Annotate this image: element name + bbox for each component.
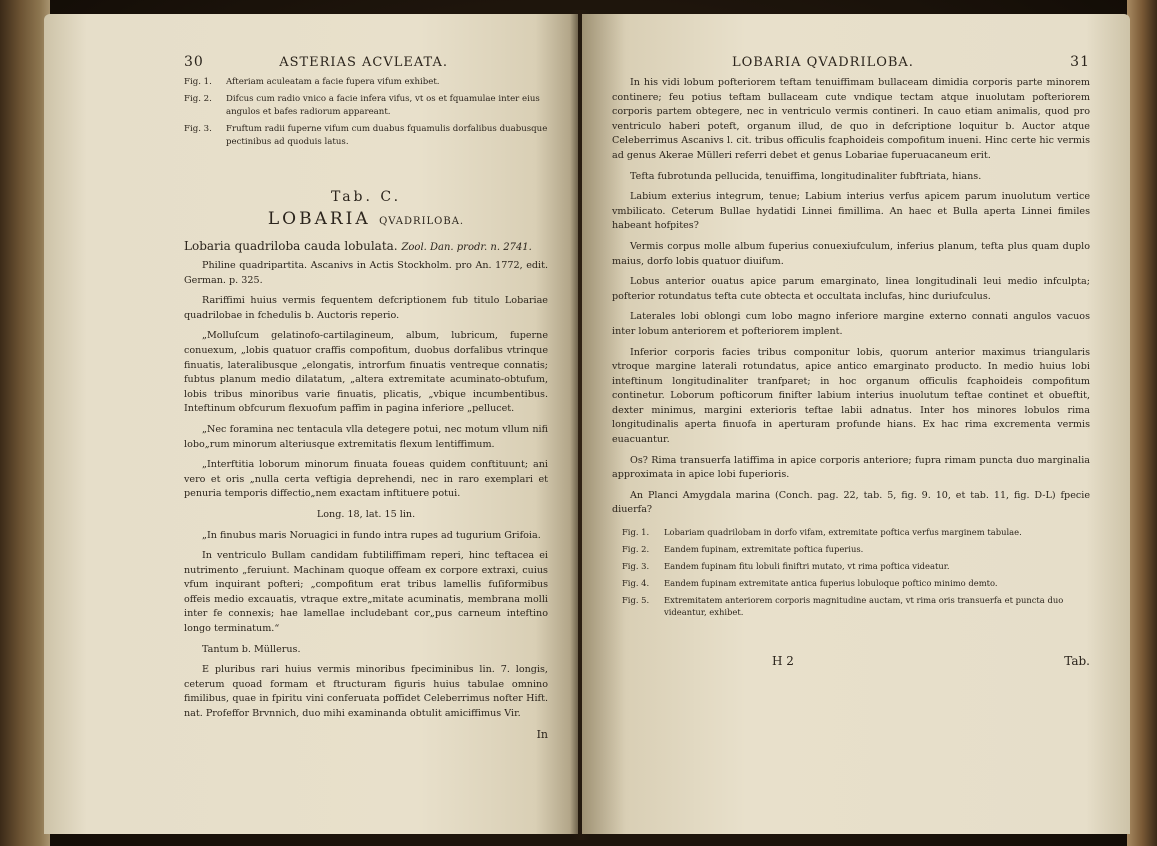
right-page-number: 31	[1070, 54, 1090, 70]
paragraph: „Nec foramina nec tentacula vlla detegere potui, nec motum vllum nifi lobo„rum minorum alteriusque extremitatis flexum lentiffimum.	[184, 423, 548, 450]
figure-caption: Fig. 4. Eandem fupinam extremitate antica fuperius lobuloque poftico minimo demto.	[622, 578, 998, 589]
paragraph: Tefta fubrotunda pellucida, tenuiffima, longitudinaliter fubftriata, hians.	[630, 170, 982, 182]
author-line: Tantum b. Müllerus.	[202, 643, 301, 655]
left-page-edges	[0, 0, 50, 846]
paragraph: Rariffimi huius vermis fequentem defcriptionem fub titulo Lobariae quadrilobae in fchedulis b. Auctoris reperio.	[184, 295, 548, 321]
paragraph: Os? Rima transuerfa latiffima in apice corporis anteriore; fupra rimam puncta duo marginalia approximata in apice lobi fuperioris.	[612, 454, 1090, 481]
paragraph: Laterales lobi oblongi cum lobo magno inferiore margine externo connati angulos vacuos inter lobum anteriorem et pofteriorem implent.	[612, 311, 1090, 337]
paragraph: Vermis corpus molle album fuperius conuexiufculum, inferius planum, tefta plus quam duplo maius, dorfo lobis quatuor diuifum.	[612, 240, 1090, 267]
left-header	[184, 54, 548, 70]
figure-caption: Fig. 2. Difcus cum radio vnico a facie infera vifus, vt os et fquamulae inter eius angulos et bafes radiorum appareant.	[184, 94, 540, 117]
habitat: „In finubus maris Noruagici in fundo intra rupes ad tugurium Grifoia.	[202, 529, 541, 541]
right-page-edges	[1127, 0, 1157, 846]
signature-mark: H 2	[772, 654, 794, 669]
left-page	[44, 14, 578, 834]
figure-caption: Fig. 3. Eandem fupinam fitu lobuli finiftri mutato, vt rima poftica videatur.	[622, 561, 950, 572]
figure-caption: Fig. 3. Fruftum radii fuperne vifum cum duabus fquamulis dorfalibus duabusque pectinibus ad quoduis latus.	[184, 124, 548, 147]
left-figure-captions	[184, 76, 548, 149]
catchword: Tab.	[1064, 654, 1090, 669]
figure-caption: Fig. 2. Eandem fupinam, extremitate poftica fuperius.	[622, 544, 864, 555]
paragraph: An Planci Amygdala marina (Conch. pag. 22, tab. 5, fig. 9. 10, et tab. 11, fig. D-L) fpecie diuerfa?	[612, 489, 1090, 516]
plate-title: Tab. C.	[330, 189, 402, 205]
right-running-head: LOBARIA QVADRILOBA.	[732, 55, 914, 70]
species-line: Lobaria quadriloba cauda lobulata. Zool. Dan. prodr. n. 2741.	[184, 239, 532, 253]
paragraph: Lobus anterior ouatus apice parum emarginato, linea longitudinali leui medio infculpta; pofterior rotundatus tefta cute obtecta et occultata inclufas, hinc duriufculus.	[612, 276, 1090, 302]
left-running-head: ASTERIAS ACVLEATA.	[279, 55, 448, 70]
catchword: In	[536, 727, 548, 741]
right-page	[582, 14, 1130, 834]
synonym: Philine quadripartita. Ascanivs in Actis Stockholm. pro An. 1772, edit. German. p. 325.	[184, 260, 548, 286]
right-footer	[612, 654, 1090, 668]
dimensions: Long. 18, lat. 15 lin.	[316, 508, 416, 520]
figure-caption: Fig. 1. Lobariam quadrilobam in dorfo vifam, extremitate poftica verfus marginem tabulae.	[622, 527, 1022, 538]
right-header	[612, 54, 1090, 70]
paragraph: „Molluſcum gelatinofo-cartilagineum, album, lubricum, fuperne conuexum, „lobis quatuor craffis compofitum, duobus dorfalibus vtrinque finuatis, lateralibusque „elongatis, introrfum finuatis ventreque connatis; fubtus planum medio dilatatum, „altera extremitate acuminato-obtufum, lobis tribus minoribus varie finuatis, plicatis, „vbique incumbentibus. Inteftinum obfcurum flexuofum paffim in pagina inferiore „pellucet.	[184, 330, 548, 415]
figure-caption: Fig. 1. Afteriam aculeatam a facie fupera vifum exhibet.	[184, 77, 440, 87]
left-page-number: 30	[184, 54, 204, 70]
right-figure-captions	[612, 526, 1090, 618]
paragraph: Labium exterius integrum, tenue; Labium interius verfus apicem parum inuolutum vertice vmbilicato. Ceterum Bullae hydatidi Linnei fimillima. An haec et Bulla aperta Linnei fimiles habeant hofpites?	[612, 191, 1090, 232]
paragraph: In his vidi lobum pofteriorem teftam tenuiffimam bullaceam dimidia corporis parte minorem continere; feu potius teftam bullaceam cute vndique tectam atque inuolutam pofteriorem corporis partem obtegere, nec in ventriculo vermis contineri. In cauo etiam animalis, quod pro ventriculo haberi poteft, organum illud, de quo in defcriptione loquitur b. Auctor atque Celeberrimus Ascanivs l. cit. tribus officulis fcaphoideis compofitum inueni. Hinc certe hic vermis ad genus Akerae Mülleri referri debet et genus Lobariae fuperuacaneum erit.	[612, 77, 1090, 161]
paragraph: E pluribus rari huius vermis minoribus fpeciminibus lin. 7. longis, ceterum quoad formam et ftructuram figuris huius tabulae omnino fimilibus, quae in fpiritu vini conferuata poffidet Celeberrimus nofter Hift. nat. Profeffor Brvnnich, duo mihi examinanda obtulit amiciffimus Vir.	[184, 664, 548, 720]
genus-heading: LOBARIA QVADRILOBA.	[267, 209, 465, 229]
paragraph: Inferior corporis facies tribus componitur lobis, quorum anterior maximus triangularis vtroque margine laterali rotundatus, apice antico emarginato producto. In medio huius lobi inteftinum longitudinaliter tranfparet; in hoc organum officulis fcaphoideis compofitum continetur. Loborum pofticorum finifter labium interius inuolutum teftae continet et obueftit, dexter minimus, margini exterioris teftae labii adnatus. Inter hos minores lobulos rima longitudinalis aperta finuofa in aperturam profunde hians. Ex hac rima excrementa vermis euacuantur.	[612, 346, 1090, 446]
paragraph: In ventriculo Bullam candidam fubtiliffimam reperi, hinc teftacea ei nutrimento „feruiunt. Machinam quoque offeam ex corpore extraxi, cuius vfum inquirant pofteri; „compofitum erat tribus lamellis fuſiformibus offeis medio excauatis, vtraque extre„mitate acuminatis, membrana molli inter fe connexis; hae lamellae includebant cor„pus carneum inteftino longo terminatum.“	[184, 550, 548, 635]
figure-caption: Fig. 5. Extremitatem anteriorem corporis magnitudine auctam, vt rima oris transuerfa et puncta duo videantur, exhibet.	[622, 595, 1064, 618]
paragraph: „Interftitia loborum minorum finuata foueas quidem conftituunt; ani vero et oris „nulla certa veftigia deprehendi, nec in raro exemplari et penuria temporis diffectio„nem exactam inftituere potui.	[184, 459, 548, 500]
